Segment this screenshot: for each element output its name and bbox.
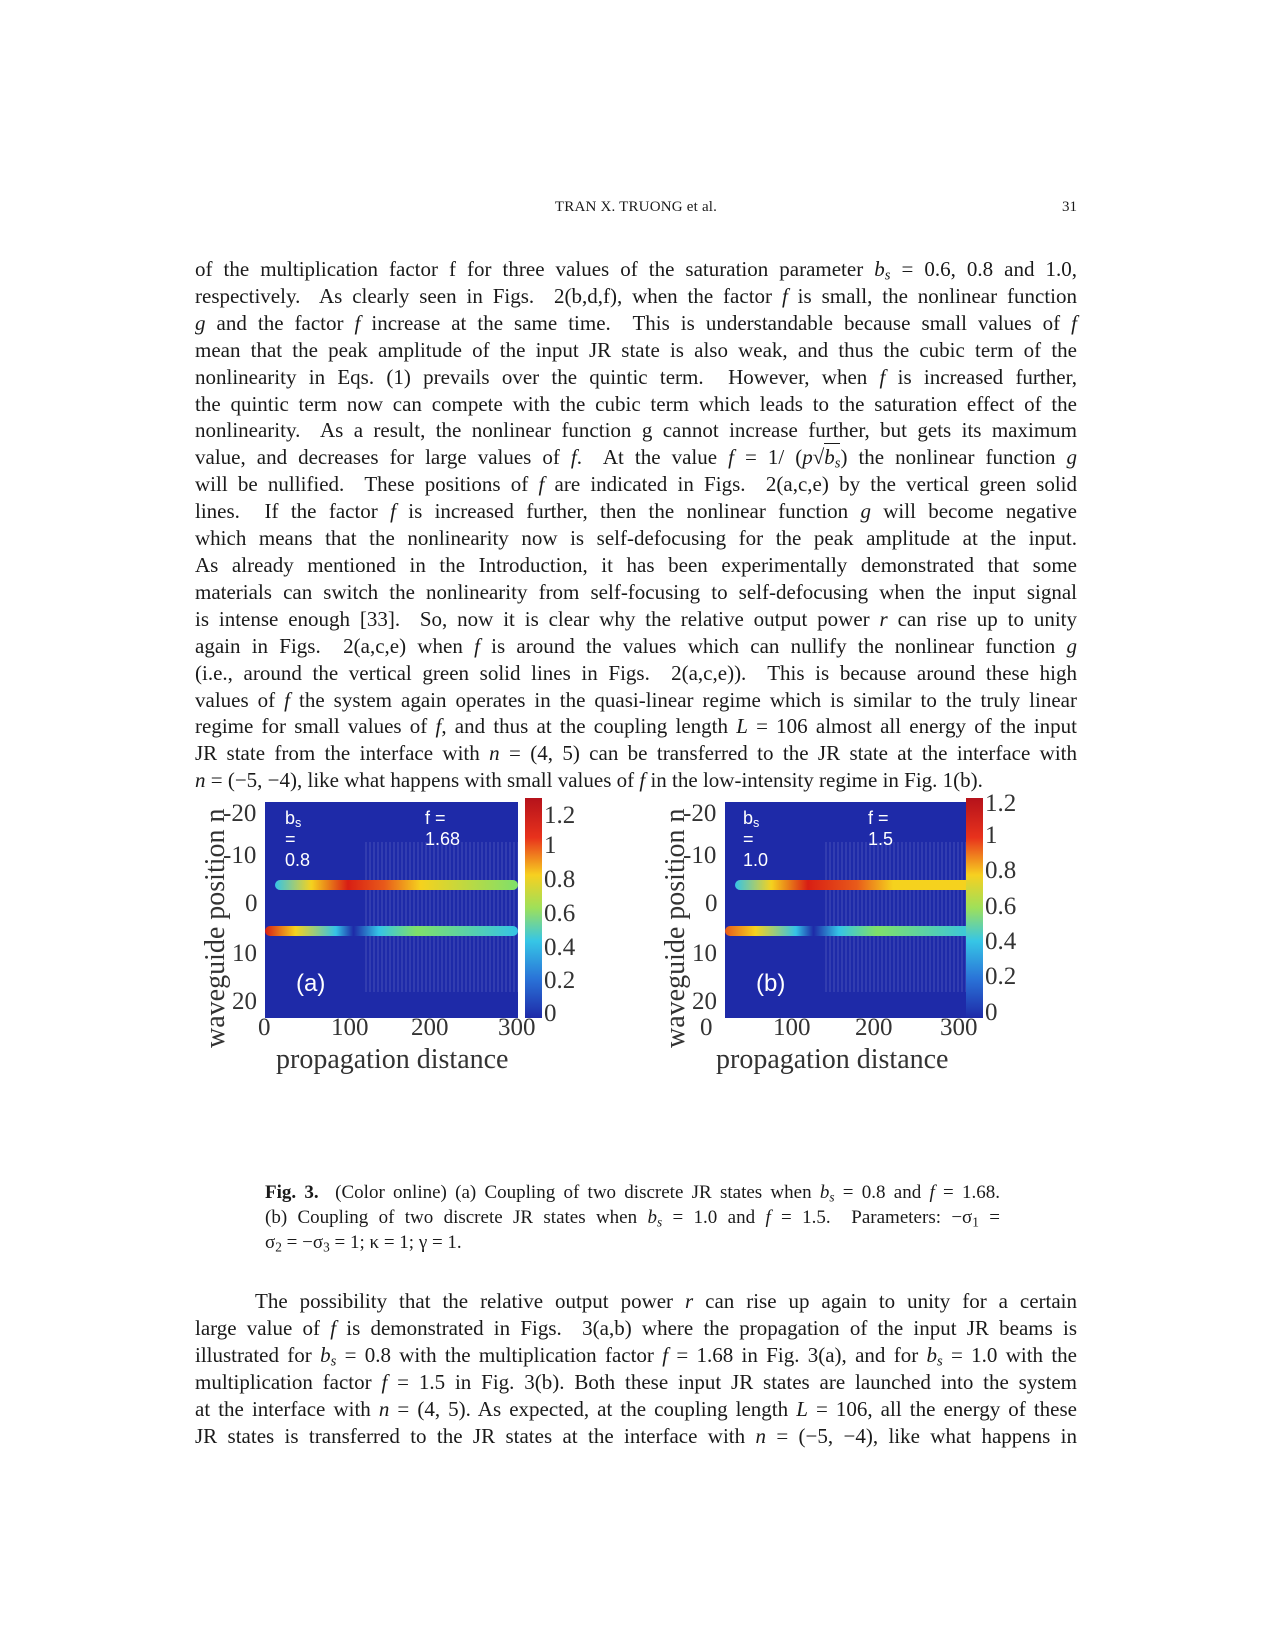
colorbar-tick: 0: [544, 1000, 557, 1027]
colorbar-tick: 1: [985, 822, 998, 849]
colorbar-tick: 0.2: [544, 967, 576, 994]
page-number: 31: [1062, 199, 1077, 215]
body-paragraph-1: of the multiplication factor f for three values of the saturation parameter $b_s = 0.6$, 0.8 and 1.0, respectively. As clearly seen in Figs. 2(b,d,f), when the factor f is small, the nonlinear function g and the factor f increase at the same time. This is understandable because small values of f mean that the peak amplitude of the input JR state is also weak, and thus the cubic term of the nonlinearity in Eqs. (1) prevails over the quintic term. However, when f is increased further, the quintic term now can compete with the cubic term which leads to the saturation effect of the nonlinearity. As a result, the nonlinear function g cannot increase further, but gets its maximum value, and decreases for large values of f. At the value f = 1/ $(p√b_s)$ the nonlinear function g will be nullified. These positions of f are indicated in Figs. 2(a,c,e) by the vertical green solid lines. If the factor f is increased further, then the nonlinear function g will become negative which means that the nonlinearity now is self-defocusing for the peak amplitude at the input. As already mentioned in the Introduction, it has been experimentally demonstrated that some materials can switch the nonlinearity from self-focusing to self-defocusing when the input signal is intense enough [33]. So, now it is clear why the relative output power r can rise up to unity again in Figs. 2(a,c,e) when f is around the values which can nullify the nonlinear function g (i.e., around the vertical green solid lines in Figs. 2(a,c,e)). This is because around these high values of f the system again operates in the quasi-linear regime which is similar to the truly linear regime for small values of f, and thus at the coupling length L = 106 almost all energy of the input JR state from the interface with n = (4, 5) can be transferred to the JR state at the interface with n = (−5, −4), like what happens with small values of f in the low-intensity regime in Fig. 1(b).: [195, 257, 1078, 793]
colorbar-a: [525, 798, 542, 1018]
figure-caption: Fig. 3. (Color online) (a) Coupling of two discrete JR states when $b_s = 0.8$ and f = 1.68. (b) Coupling of two discrete JR states when $b_s = 1.0$ and f = 1.5. Parameters: $-\sigma_1$ = $\sigma_2 = -\sigma_3 = 1$; κ = 1; γ = 1.: [265, 1182, 1001, 1255]
y-tick: 20: [692, 988, 717, 1015]
colorbar-tick: 0.2: [985, 963, 1017, 990]
x-tick: 200: [411, 1014, 449, 1041]
y-tick: 10: [232, 940, 257, 967]
x-axis-label: propagation distance: [716, 1044, 949, 1075]
colorbar-tick: 0.8: [985, 857, 1017, 884]
running-header: [195, 199, 1077, 225]
panel-label: (a): [296, 970, 326, 997]
x-tick: 200: [855, 1014, 893, 1041]
panel-label: (b): [756, 970, 786, 997]
body-paragraph-2: The possibility that the relative output power r can rise up again to unity for a certain large value of f is demonstrated in Figs. 3(a,b) where the propagation of the input JR beams is illustrated for $b_s = 0.8$ with the multiplication factor f = 1.68 in Fig. 3(a), and for $b_s = 1.0$ with the multiplication factor f = 1.5 in Fig. 3(b). Both these input JR states are launched into the system at the interface with n = (4, 5). As expected, at the coupling length L = 106, all the energy of these JR states is transferred to the JR states at the interface with n = (−5, −4), like what happens in: [195, 1289, 1078, 1448]
x-tick: 300: [498, 1014, 536, 1041]
x-tick: 100: [331, 1014, 369, 1041]
y-tick: -20: [223, 800, 257, 827]
caption-label: Fig. 3.: [265, 1182, 319, 1203]
colorbar-tick: 1: [544, 832, 557, 859]
x-tick: 100: [773, 1014, 811, 1041]
y-tick: -10: [683, 842, 717, 869]
x-tick: 300: [940, 1014, 978, 1041]
x-tick: 0: [700, 1014, 713, 1041]
colorbar-tick: 1.2: [985, 790, 1017, 817]
y-axis-label: waveguide position n: [660, 808, 691, 1048]
y-tick: 10: [692, 940, 717, 967]
colorbar-tick: 0.6: [544, 900, 576, 927]
y-tick: 0: [245, 890, 258, 917]
colorbar-tick: 0.4: [544, 934, 576, 961]
colorbar-tick: 1.2: [544, 802, 576, 829]
x-tick: 0: [258, 1014, 271, 1041]
colorbar-tick: 0: [985, 999, 998, 1026]
x-axis-label: propagation distance: [276, 1044, 509, 1075]
y-axis-label: waveguide position n: [200, 808, 231, 1048]
colorbar-b: [966, 798, 983, 1018]
bs-label: $b_s = 0.8$: [285, 808, 311, 870]
y-tick: 20: [232, 988, 257, 1015]
y-tick: -20: [683, 800, 717, 827]
f-label: f = 1.68: [425, 808, 461, 849]
y-tick: -10: [223, 842, 257, 869]
bs-label: $b_s = 1.0$: [743, 808, 769, 870]
colorbar-tick: 0.4: [985, 928, 1017, 955]
y-tick: 0: [705, 890, 718, 917]
colorbar-tick: 0.6: [985, 893, 1017, 920]
colorbar-tick: 0.8: [544, 866, 576, 893]
running-title: TRAN X. TRUONG et al.: [554, 199, 718, 215]
f-label: f = 1.5: [868, 808, 894, 849]
